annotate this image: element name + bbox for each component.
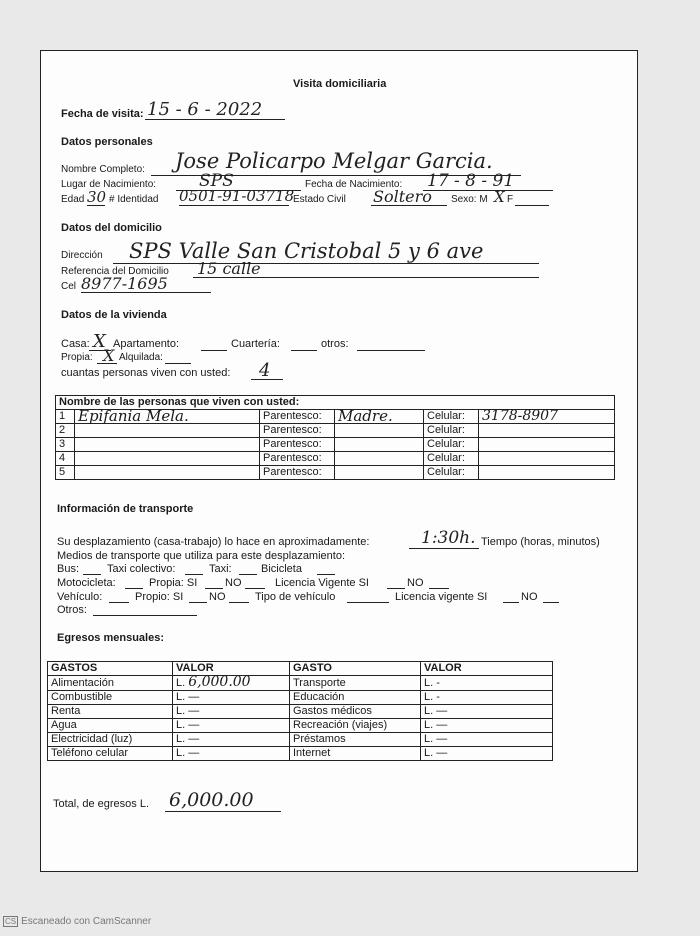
personas-label: cuantas personas viven con usted:: [61, 367, 231, 379]
table-row: [48, 676, 553, 691]
desplazamiento-value: 1:30h.: [421, 528, 476, 548]
propia-mark: X: [103, 346, 115, 365]
gasto-valor: [173, 747, 290, 761]
table-row: [56, 424, 615, 438]
form-sheet: [40, 50, 638, 872]
persona-celular: [479, 452, 615, 466]
licencia-label: Licencia Vigente SI: [275, 577, 369, 589]
parentesco-label: Parentesco:: [260, 424, 335, 438]
estado-civil-label: Estado Civil: [293, 194, 346, 205]
gasto-label: Electricidad (luz): [48, 733, 173, 747]
moto-propia-label: Propia: SI: [149, 577, 198, 589]
persona-celular: [479, 466, 615, 480]
licencia-vigente-no-label: NO: [521, 591, 538, 603]
alquilada-label: Alquilada:: [119, 352, 163, 363]
valor-value: -: [436, 691, 440, 703]
persona-parentesco: Madre.: [335, 410, 424, 424]
egresos-heading: Egresos mensuales:: [57, 632, 164, 644]
direccion-value: SPS Valle San Cristobal 5 y 6 ave: [129, 239, 484, 263]
lugar-label: Lugar de Nacimiento:: [61, 179, 157, 190]
valor-value: —: [436, 733, 448, 745]
parentesco-label: Parentesco:: [260, 452, 335, 466]
currency-label: L.: [424, 676, 434, 689]
currency-label: L.: [176, 691, 186, 703]
form-title: Visita domiciliaria: [293, 78, 387, 90]
celular-label: Celular:: [424, 410, 479, 424]
gasto-valor: [173, 733, 290, 747]
gasto-valor: [173, 719, 290, 733]
taxi-colectivo-label: Taxi colectivo:: [107, 563, 176, 575]
currency-label: L.: [424, 691, 434, 703]
valor-value: —: [436, 705, 448, 717]
lugar-value: SPS: [199, 171, 234, 191]
currency-label: L.: [424, 705, 434, 717]
gasto-label: Préstamos: [290, 733, 421, 747]
valor-value: 6,000.00: [188, 674, 251, 690]
currency-label: L.: [424, 747, 434, 759]
persona-name: [75, 438, 260, 452]
bicicleta-label: Bicicleta: [261, 563, 302, 575]
table-row: [48, 719, 553, 733]
gasto-label: Alimentación: [48, 676, 173, 691]
col-valor: VALOR: [173, 662, 290, 676]
persona-name: Epifania Mela.: [75, 410, 260, 424]
camscanner-footer: [3, 916, 151, 927]
egresos-header: [48, 662, 553, 676]
propia-label: Propia:: [61, 352, 93, 363]
table-row: [48, 705, 553, 719]
col-gastos: GASTOS: [48, 662, 173, 676]
medios-label: Medios de transporte que utiliza para este desplazamiento:: [57, 550, 346, 562]
persona-parentesco: [335, 466, 424, 480]
vehiculo-label: Vehículo:: [57, 591, 103, 603]
gasto-valor: [421, 676, 553, 691]
sexo-label: Sexo: M: [451, 194, 488, 205]
fecha-nacimiento-value: 17 - 8 - 91: [427, 171, 515, 191]
fecha-value: 15 - 6 - 2022: [147, 99, 263, 120]
currency-label: L.: [176, 677, 186, 689]
taxi-label: Taxi:: [209, 563, 232, 575]
gasto-label: Combustible: [48, 691, 173, 705]
persona-name: [75, 424, 260, 438]
table-row: [48, 691, 553, 705]
datos-personales-heading: Datos personales: [61, 136, 153, 148]
direccion-label: Dirección: [61, 250, 103, 261]
otros-transporte-label: Otros:: [57, 604, 87, 616]
celular-label: Celular:: [424, 466, 479, 480]
total-label: Total, de egresos L.: [53, 798, 150, 810]
fecha-label: Fecha de visita:: [61, 108, 144, 120]
edad-value: 30: [87, 188, 107, 206]
currency-label: L.: [176, 733, 186, 745]
parentesco-label: Parentesco:: [260, 438, 335, 452]
gasto-valor: [421, 719, 553, 733]
personas-value: 4: [259, 360, 271, 381]
gasto-label: Recreación (viajes): [290, 719, 421, 733]
tiempo-label: Tiempo (horas, minutos): [481, 536, 600, 548]
parentesco-label: Parentesco:: [260, 466, 335, 480]
table-row: [56, 438, 615, 452]
moto-no-label: NO: [225, 577, 242, 589]
vehiculo-propio-label: Propio: SI: [135, 591, 184, 603]
col-gasto: GASTO: [290, 662, 421, 676]
table-row: [56, 410, 615, 424]
nombre-value: Jose Policarpo Melgar Garcia.: [175, 149, 493, 173]
sexo-mark: X: [494, 188, 505, 206]
currency-label: L.: [176, 747, 186, 759]
datos-vivienda-heading: Datos de la vivienda: [61, 309, 167, 321]
row-number: 3: [56, 438, 75, 452]
persona-name: [75, 452, 260, 466]
celular-label: Celular:: [424, 424, 479, 438]
personas-header-cell: Nombre de las personas que viven con usted:: [56, 396, 615, 410]
persona-celular: 3178-8907: [479, 410, 615, 424]
casa-label: Casa:: [61, 338, 90, 350]
gasto-label: Agua: [48, 719, 173, 733]
gasto-label: Internet: [290, 747, 421, 761]
identidad-value: 0501-91-03718: [179, 187, 295, 205]
table-row: [48, 733, 553, 747]
row-number: 2: [56, 424, 75, 438]
valor-value: —: [188, 691, 200, 703]
gasto-valor: [421, 705, 553, 719]
desplazamiento-label: Su desplazamiento (casa-trabajo) lo hace en aproximadamente:: [57, 536, 370, 548]
gasto-label: Renta: [48, 705, 173, 719]
gasto-label: Gastos médicos: [290, 705, 421, 719]
currency-label: L.: [176, 719, 186, 731]
referencia-label: Referencia del Domicilio: [61, 266, 169, 277]
persona-parentesco: [335, 452, 424, 466]
vehiculo-no-label: NO: [209, 591, 226, 603]
bus-label: Bus:: [57, 563, 80, 575]
persona-celular: [479, 438, 615, 452]
valor-value: —: [436, 719, 448, 731]
apartamento-label: Apartamento:: [113, 338, 180, 350]
cel-label: Cel: [61, 281, 77, 292]
motocicleta-label: Motocicleta:: [57, 577, 116, 589]
cel-value: 8977-1695: [81, 274, 168, 293]
valor-value: —: [436, 747, 448, 759]
licencia-vigente-label: Licencia vigente SI: [395, 591, 488, 603]
edad-label: Edad: [61, 194, 85, 205]
estado-civil-value: Soltero: [373, 187, 432, 206]
tipo-vehiculo-label: Tipo de vehículo: [255, 591, 336, 603]
gasto-label: Transporte: [290, 676, 421, 691]
camscanner-text: Escaneado con CamScanner: [21, 916, 152, 927]
datos-domicilio-heading: Datos del domicilio: [61, 222, 162, 234]
currency-label: L.: [176, 705, 186, 717]
parentesco-label: Parentesco:: [260, 410, 335, 424]
camscanner-icon: CS: [5, 917, 17, 926]
gasto-valor: [421, 747, 553, 761]
otros-vivienda-label: otros:: [321, 338, 349, 350]
table-row: [56, 452, 615, 466]
table-row: [48, 747, 553, 761]
valor-value: —: [188, 747, 200, 759]
valor-value: —: [188, 719, 200, 731]
cuarteria-label: Cuartería:: [231, 338, 280, 350]
valor-value: —: [188, 705, 200, 717]
table-row: [56, 466, 615, 480]
col-valor-2: VALOR: [421, 662, 553, 676]
persona-parentesco: [335, 424, 424, 438]
row-number: 5: [56, 466, 75, 480]
referencia-value: 15 calle: [197, 259, 261, 278]
total-value: 6,000.00: [169, 789, 254, 811]
fecha-nacimiento-label: Fecha de Nacimiento:: [305, 179, 403, 190]
celular-label: Celular:: [424, 438, 479, 452]
row-number: 4: [56, 452, 75, 466]
valor-value: —: [188, 733, 200, 745]
sexo-f-label: F: [507, 194, 514, 205]
currency-label: L.: [424, 733, 434, 745]
licencia-no-label: NO: [407, 577, 424, 589]
currency-label: L.: [424, 719, 434, 731]
gasto-label: Educación: [290, 691, 421, 705]
gasto-valor: [421, 733, 553, 747]
row-number: 1: [56, 410, 75, 424]
egresos-table: [47, 661, 553, 761]
celular-label: Celular:: [424, 452, 479, 466]
gasto-valor: [173, 691, 290, 705]
identidad-label: # Identidad: [109, 194, 159, 205]
casa-mark: X: [93, 331, 106, 352]
personas-table: [55, 395, 615, 480]
persona-parentesco: [335, 438, 424, 452]
gasto-valor: [421, 691, 553, 705]
nombre-label: Nombre Completo:: [61, 164, 145, 175]
valor-value: -: [436, 676, 440, 689]
gasto-valor: [173, 676, 290, 691]
transporte-heading: Información de transporte: [57, 503, 194, 515]
persona-celular: [479, 424, 615, 438]
gasto-label: Teléfono celular: [48, 747, 173, 761]
persona-name: [75, 466, 260, 480]
gasto-valor: [173, 705, 290, 719]
